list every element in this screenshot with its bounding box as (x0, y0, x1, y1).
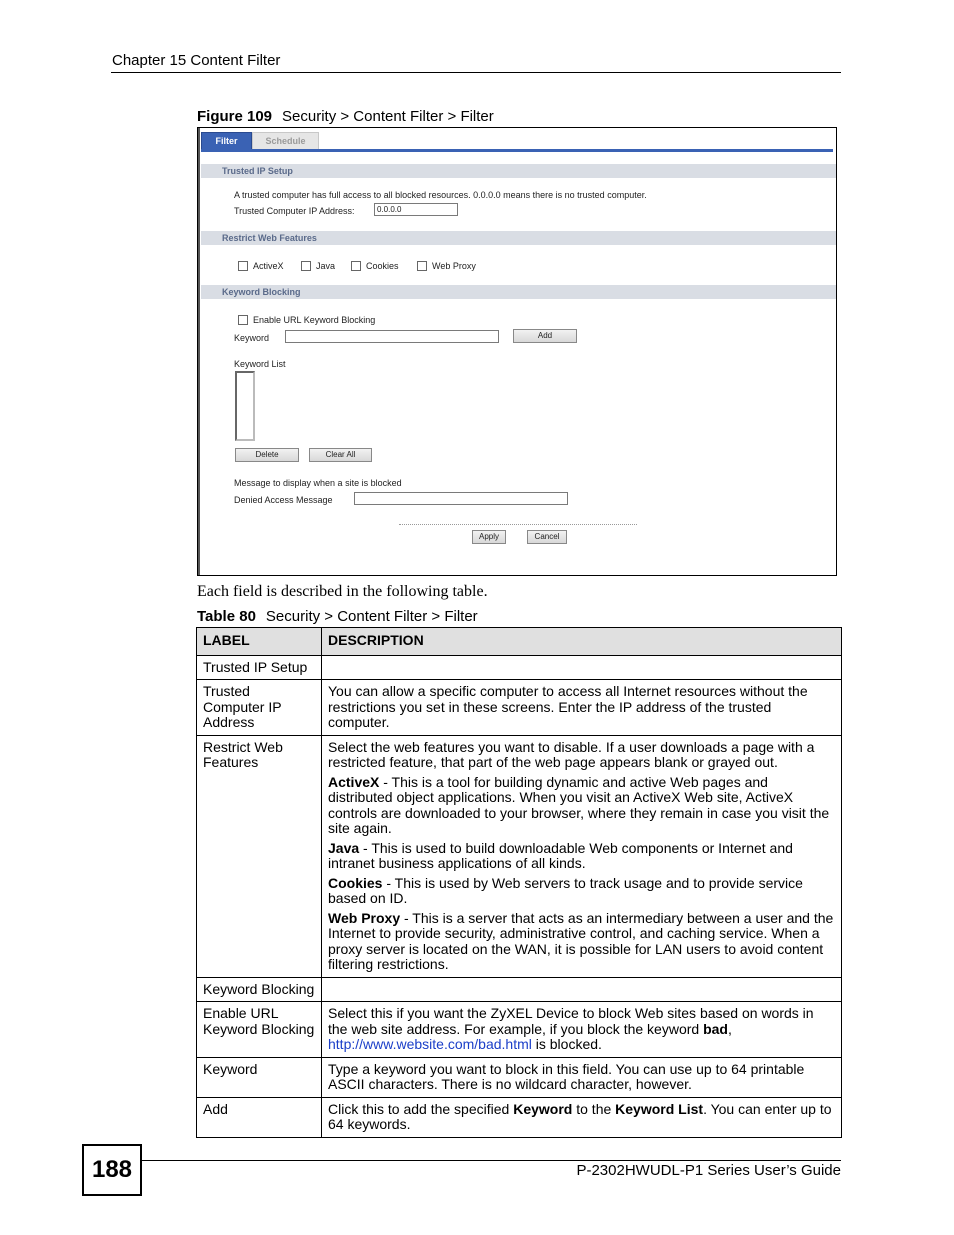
row-label: Restrict Web Features (197, 735, 322, 977)
figure-number: Figure 109 (197, 108, 273, 125)
cookies-desc (328, 876, 835, 907)
description-table (196, 627, 842, 1138)
activex-checkbox[interactable] (238, 261, 248, 271)
table-row (197, 1057, 842, 1097)
table-number: Table 80 (197, 608, 256, 625)
footer-rule (140, 1160, 841, 1161)
row-description: You can allow a specific computer to access all Internet resources without the restrictions you set in these screens. Enter the IP address of the trusted computer. (322, 680, 842, 736)
section-keyword-blocking: Keyword Blocking (201, 285, 836, 299)
tab-schedule[interactable]: Schedule (252, 132, 319, 150)
table-row (197, 1097, 842, 1137)
row-description (322, 977, 842, 1002)
text: Click this to add the specified (328, 1100, 514, 1117)
trusted-ip-note: A trusted computer has full access to all blocked resources. 0.0.0.0 means there is no trusted computer. (234, 190, 647, 200)
enable-keyword-label: Enable URL Keyword Blocking (253, 315, 376, 325)
header-description: DESCRIPTION (322, 628, 842, 656)
keyword-listbox[interactable] (235, 371, 255, 441)
table-row (197, 1002, 842, 1058)
divider (399, 524, 637, 525)
page-number: 188 (82, 1144, 142, 1196)
text: Select this if you want the ZyXEL Device to block Web sites based on words in the web site address. For example, if you block the keyword (328, 1005, 814, 1037)
activex-text: - This is a tool for building dynamic and active Web pages and distributed object applications. When you visit an ActiveX Web site, ActiveX controls are downloaded to your browser, where they remain in case you visit the site again. (328, 773, 830, 836)
apply-button[interactable]: Apply (472, 530, 506, 544)
keyword-list-label: Keyword List (234, 359, 286, 369)
table-row (197, 735, 842, 977)
activex-label: ActiveX (253, 261, 284, 271)
row-description: Type a keyword you want to block in this field. You can use up to 64 printable ASCII characters. There is no wildcard character, however. (322, 1057, 842, 1097)
table-row (197, 977, 842, 1002)
cookies-label: Cookies (366, 261, 399, 271)
row-label: Enable URL Keyword Blocking (197, 1002, 322, 1058)
enable-keyword-checkbox[interactable] (238, 315, 248, 325)
web-proxy-desc (328, 911, 835, 973)
tab-underline (201, 149, 833, 152)
row-label: Keyword Blocking (197, 977, 322, 1002)
chapter-header: Chapter 15 Content Filter (112, 52, 281, 69)
java-text: - This is used to build downloadable Web components or Internet and intranet business applications of all kinds. (328, 839, 793, 871)
java-term: Java (328, 839, 360, 856)
keyword-term: Keyword (513, 1100, 573, 1117)
figure-caption (197, 108, 494, 125)
lead-text: Each field is described in the following table. (197, 583, 488, 600)
web-proxy-term: Web Proxy (328, 909, 401, 926)
tab-filter[interactable]: Filter (201, 132, 252, 150)
table-caption (197, 608, 478, 625)
java-desc (328, 841, 835, 872)
table-header-row (197, 628, 842, 656)
table-title: Security > Content Filter > Filter (265, 608, 478, 625)
figure-title: Security > Content Filter > Filter (282, 108, 494, 125)
denied-message-input[interactable] (354, 492, 568, 505)
text: is blocked. (531, 1036, 602, 1052)
restrict-intro: Select the web features you want to disable. If a user downloads a page with a restricted feature, that part of the web page appears blank or grayed out. (328, 738, 815, 770)
table-row (197, 680, 842, 736)
keyword-list-term: Keyword List (615, 1100, 704, 1117)
text: , (727, 1020, 732, 1037)
keyword-input[interactable] (285, 330, 499, 343)
clear-all-button[interactable]: Clear All (309, 448, 372, 462)
row-label: Trusted IP Setup (197, 655, 322, 680)
header-label: LABEL (197, 628, 322, 656)
cookies-term: Cookies (328, 874, 383, 891)
row-description (322, 735, 842, 977)
row-description (322, 655, 842, 680)
cookies-text: - This is used by Web servers to track usage and to provide service based on ID. (328, 874, 803, 906)
example-url-link[interactable]: http://www.website.com/bad.html (328, 1036, 532, 1052)
row-label: Add (197, 1097, 322, 1137)
keyword-example: bad (703, 1020, 728, 1037)
screenshot-left-bar (198, 128, 200, 575)
row-label: Trusted Computer IP Address (197, 680, 322, 736)
java-checkbox[interactable] (301, 261, 311, 271)
section-restrict-web: Restrict Web Features (201, 231, 836, 245)
activex-term: ActiveX (328, 773, 380, 790)
table-row (197, 655, 842, 680)
add-button[interactable]: Add (513, 329, 577, 343)
keyword-label: Keyword (234, 333, 270, 343)
cancel-button[interactable]: Cancel (527, 530, 567, 544)
java-label: Java (316, 261, 336, 271)
header-rule (111, 72, 841, 73)
filter-screenshot (197, 127, 837, 576)
activex-desc (328, 775, 835, 837)
section-trusted-ip: Trusted IP Setup (201, 164, 836, 178)
text: to the (572, 1100, 616, 1117)
row-description (322, 1097, 842, 1137)
trusted-ip-label: Trusted Computer IP Address: (234, 206, 355, 216)
web-proxy-text: - This is a server that acts as an intermediary between a user and the Internet to provide security, administrative control, and caching service. When a proxy server is located on the WAN, it is possible for LAN users to avoid content filtering restrictions. (328, 909, 834, 972)
guide-title: P-2302HWUDL-P1 Series User’s Guide (576, 1162, 841, 1179)
denied-message-label: Denied Access Message (234, 495, 333, 505)
trusted-ip-input[interactable]: 0.0.0.0 (374, 203, 458, 216)
delete-button[interactable]: Delete (235, 448, 299, 462)
message-note: Message to display when a site is blocked (234, 478, 402, 488)
row-description (322, 1002, 842, 1058)
row-label: Keyword (197, 1057, 322, 1097)
web-proxy-label: Web Proxy (432, 261, 476, 271)
text: . You can enter up to 64 keywords. (328, 1100, 832, 1132)
cookies-checkbox[interactable] (351, 261, 361, 271)
web-proxy-checkbox[interactable] (417, 261, 427, 271)
